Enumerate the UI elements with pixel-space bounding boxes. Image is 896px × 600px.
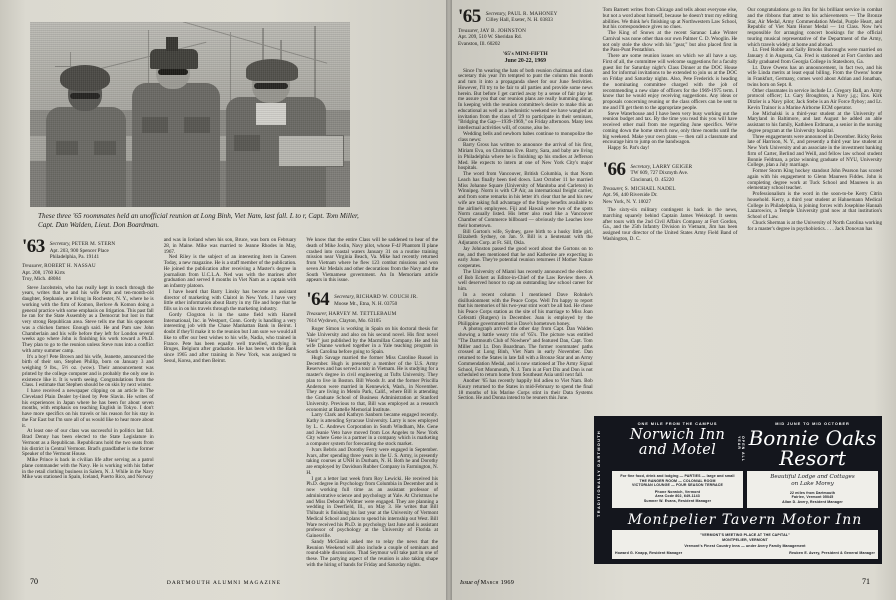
note-paragraph: Another '65 has recently happily bid adieu to Viet Nam. Bob Koury returned to the States in mid-February to spend the final 18 months of his Marine Corps stint in their Data Systems Section. He and Donna intend to be reuners this June.	[458, 378, 593, 402]
note-paragraph: At least one of our class was successful in politics last fall. Brad Denny has been elected to the State Legislature in Vermont as a Republican. Republicans hold the two seats from his district in Central Vermont. Brad's grandfather is the former Speaker of the Vermont House.	[22, 428, 154, 458]
secretary-address-1: Cilley Hall, Exeter, N. H. 03833	[485, 17, 553, 24]
ad-detail-line: VICTORIAN LOUNGE — FOUR SEASON TERRACE	[632, 483, 723, 488]
ad-bonnie-details	[747, 471, 878, 508]
note-paragraph: Ned Riley is the subject of an interesting item in Careers Today, a new magazine. He is a staff member of the publication. He joined the publication after receiving a Master's degree in journalism from U.C.L.A. Ned was with the marines after graduation and served 8 months in Viet Nam as a captain with an infantry platoon.	[163, 254, 297, 290]
ad-detail-italic: Beautiful Lodge and Cottages	[770, 474, 855, 481]
ad-detail-line: MONTPELIER, VERMONT	[722, 537, 768, 542]
note-paragraph: Professionalism is the word in the soon-to-be Kerry Citrin household. Kerry, a third year student at Hahnemann Medical College in Philadelphia, is joining forces with Josephine Hannah Lazarowics, a Temple University grad now at that institution's School of Law.	[747, 191, 883, 220]
ad-detail-line: "VERMONT'S MEETING PLACE AT THE CAPITAL"	[700, 533, 790, 537]
photo-figure	[30, 22, 359, 229]
secretary-label: Secretary,	[49, 241, 71, 248]
ad-title-line-1: Norwich Inn	[629, 427, 726, 444]
secretary-name: RICHARD W. COUCH JR.	[356, 294, 418, 301]
class-header-63	[22, 238, 154, 260]
note-paragraph: I got a letter last week from Roy Lewicki. He received his Ph.D. degree in Psychology from Columbia in December and is now working full time as an assistant professor of administrative science and psychology at Yale. At Christmas he and Miss Deborah Widmer were engaged. They are planning a wedding in Deerfield, Ill., on May 3. He writes that Bill Thibault is finishing his last year at the University of Vermont Medical School and plans to spend his internship out West. Bill Ware received his Ph.D. in psychology last June and is assistant professor of psychology at the University of Florida at Gainesville.	[306, 475, 439, 539]
class-header-65	[458, 8, 593, 25]
class-treasurer-64	[306, 311, 438, 324]
treasurer-address-2: Troy, Mich. 48084	[22, 276, 61, 283]
ad-title-line-2: and Motel	[638, 442, 717, 459]
note-paragraph: Happy St. Pat's day!	[607, 145, 650, 151]
note-paragraph: In a recent column I mentioned Dave Rohnke's disillusionment with the Peace Corps. Well I'm happy to report that his memories of his two-year stint won't be all bad. He chose his Peace Corps station as the site of his marriage to Miss Joan Ceferatti (Rutgers) in December. Joan is employed by the Philippine government but is Dave's hometown honey.	[458, 291, 593, 327]
secretary-address-1: Moose Mt., Etna, N. H. 03750	[334, 300, 398, 307]
reunion-banner-dates: June 20-22, 1969	[504, 57, 547, 64]
page-right	[448, 0, 896, 600]
note-paragraph: Gordy Clogston is in the same field with Harrell International, Inc. in Westport, Conn. Gordy is handling a very interesting job with the Chase Manhattan Bank in Beirut. I doubt if they'll make it to the reunion but I am sure we would all like to offer our best wishes to his wife, Nadia, who trained in France. Pete has been equally well travelled, studying in Bruges, Belgium after graduation. He has been with the Bank since 1965 and after training in New York, was assigned to Seoul, Korea, and then Beirut.	[163, 311, 297, 364]
treasurer-address-1: Apt. 208, 1760 Kirts	[22, 269, 65, 276]
page-number-left: 70	[30, 577, 38, 586]
note-paragraph: It's a boy! Pete Brown and his wife, Jeanette, announced the birth of their son, Stephen Phillip, born on January 3 and weighing 9 lbs., 5½ oz. (wow). Their announcement was printed by the college computer and is probably the only one in existence like it. It is worth seeing. Congratulations from the Class. I estimate that Stephen should be on skis by next winter.	[22, 353, 154, 389]
page-gutter	[446, 0, 452, 600]
column-66	[747, 8, 882, 402]
treasurer-label: Treasurer,	[22, 263, 43, 270]
class-year-64: '64	[306, 289, 330, 311]
ad-detail-line: Allan D. Avery, Resident Manager	[782, 499, 843, 504]
ad-open-all-year: OPEN ALL YEAR	[737, 436, 745, 463]
ad-title-line-2: Resort	[779, 446, 846, 471]
column-63-a	[22, 238, 154, 568]
photo-caption: These three '65 roommates held an unofficial reunion at Long Binh, Viet Nam, last fall. L to r, Capt. Tom Miller, Capt. Dan Walden, Lieut. Don Boardman.	[38, 212, 359, 229]
note-paragraph: and was in Iceland when his son, Bruce, was born on February 28, in Maine. Mike was married to Jeanne Rhodes in May, 1967.	[163, 237, 297, 255]
class-year-65: '65	[458, 6, 481, 27]
note-paragraph: Joe Michalski is a third-year student at the University of Maryland in Baltimore, and last August he added an able assistant to his family, Kathleen Erdmann, a senior in the nursing degree program at the University hospital.	[747, 110, 883, 134]
note-paragraph: Sandy McGinnis asked me to relay the news that the Reunion Weekend will also include a couple of seminars and round-table discussions. Thad Seymour will take part in one of these. The partying aspect of the reunion is also taking shape with the hiring of bands for Friday and Saturday nights.	[306, 538, 439, 568]
note-paragraph: Former Storm King hockey standout John Pearson has scored again with his engagement to Glenn Maureen Fiddes. John is completing degree work at Tuck School and Maureen is an elementary school teacher.	[747, 168, 883, 192]
treasurer-label: Treasurer,	[602, 185, 624, 192]
ad-bonnie-oaks[interactable]	[747, 420, 878, 471]
class-header-66	[602, 158, 738, 183]
ad-detail-line: Sumner W. Evans, Resident Manager	[643, 498, 712, 503]
ad-norwich-inn[interactable]	[598, 420, 743, 468]
page-number-right: 71	[862, 577, 870, 586]
secretary-label: Secretary,	[334, 294, 355, 301]
class-secretary-64	[334, 291, 418, 307]
secretary-name: PETER M. STERN	[71, 241, 116, 248]
note-paragraph: Jay Johnston passed the good word about the Gortons on to me, and then mentioned that he and Katherine are expecting in early June. They're potential reunion returnees if Mother Nature cooperates.	[458, 245, 593, 270]
ad-detail-line: THE RANGER ROOM — COLONIAL ROOM	[639, 478, 716, 483]
ad-detail-line: Vermont's Finest Country Inns — under Avery Family Management	[684, 544, 806, 548]
secretary-address-2: Cincinnati, O. 45220	[630, 176, 674, 183]
note-paragraph: Since I'm wearing the hats of both reunion chairman and class secretary this year I'm tempted to punt the column this month and turn it into a propaganda sheet for our June festivities. However, I'll try to be fair to all parties and provide some news herein. But before I get carried away by a sense of fair play let me assure you that our reunion plans are really humming along. In keeping with the reunion committee's desire to make this an educational as well as a hedonistic weekend we have wangled an invitation from the class of '29 to participate in their seminars, "Bridging the Gap—1939-1969," on Friday afternoon. Many less intellectual activities will, of course, also be.	[458, 67, 593, 132]
note-paragraph: There are some reunion issues on which we all have a say. First of all, the committee will welcome suggestions for a faculty guest list for Saturday night's Class Dinner at the DOC House and for informal invitations to be extended to join us at the DOC on Friday and Saturday nights. Also, Pete Frederick is heading the nominating committee charged with the job of recommending a new slate of officers for the 1969-1975 term. I know that he would enjoy receiving suggestions. Any ideas or proposals concerning reuning or the class officers can be sent to me and I'll get them to the appropriate people.	[602, 53, 738, 111]
ad-detail-line: For fine food, drink and lodging — PARTIES — large and small	[620, 474, 735, 479]
note-paragraph: Other classmates in service include Lt. Gregory Ball, an Army protocol officer; Lt. Gary Broughton, a Navy j.g.; Ens. Kirk Ditzler is a Navy pilot; Jack Stebe is an Air Force flyboy; and Lt. Kevin Trainor is a Marine Airborne ECM operator.	[747, 87, 883, 111]
note-paragraph: I have received a newspaper clipping on an article in The Cleveland Plain Dealer by-lined by Pete Slavin. He writes of his experiences in Japan where he has been for about seven months, with emphasis on teaching English in Tokyo. I don't have more specifics on his travels or his reason for his stay in the Far East but I'm sure all of us would like to hear more about it.	[22, 388, 154, 429]
note-paragraph: Mike Prince is back in civilian life after serving as a patrol plane commander with the Navy. He is working with his father in the retail clothing business in Salem, N. J. While in the Navy Mike was stationed in Spain, Iceland, Puerto Rico, and Norway	[22, 457, 154, 481]
ad-detail-line: Fairlee, Vermont 05045	[791, 495, 834, 499]
note-paragraph: Larry Clark and Kathryn Sanborn became engaged recently. Kathy is attending Syracuse University. Larry is now employed by L. C. Andrews Corporation in South Windham, Me. Gene and Jeanie Veto have moved from Los Angeles to New York City where Gene is a partner in a company which is marketing a computer system for forecasting the stock market.	[306, 412, 439, 447]
note-paragraph: Steve Waterhouse and I have been very busy working out the reunion budget and tax. By the time you read this you will have received other mail from me regarding June specifics. We're coming down the home stretch now, only three months until the big weekend. Make your own plans — then call a classmate and encourage him to jump on the bandwagon.	[602, 110, 738, 146]
treasurer-address-2: Evanston, Ill. 60202	[458, 40, 501, 47]
note-paragraph: Barry Gross has written to announce the arrival of his first, Miriam Eva, on Christmas Eve. Barry, Sara, and baby are living in Philadelphia where he is finishing up his studies at Jefferson Med. He expects to intern at one of New York City's major hospitals.	[458, 142, 593, 172]
ad-title-line-1: Bonnie Oaks	[748, 426, 877, 451]
secretary-address-2: Philadelphia, Pa. 19141	[49, 254, 100, 260]
treasurer-name: JAY B. JOHNSTON	[480, 28, 527, 34]
treasurer-address-1: Apt. 209, 510 W. Sheridan Rd.	[458, 34, 522, 41]
secretary-name: LARRY GEIGER	[652, 163, 693, 170]
note-paragraph: The word from Vancouver, British Columbia, is that Norm Leach has finally been tied down. Last October 11 he married Miss Johanne Square (University of Manitoba and Carleton) in Winnipeg. Norm is with CP Air, an international freight carrier, and from some remarks in his letter it's clear that he and his new wife are taking full advantage of the fringe benefits available to the airline's employees. Fiji and Hawaii were two of the spots Norm casually listed. His letter also read like a Vancouver Chamber of Commerce billboard — obviously the Leaches love their hometown.	[458, 171, 593, 229]
ad-norwich-details	[612, 471, 743, 508]
secretary-address-1: TW 609, 727 Dixmyth Ave.	[630, 170, 689, 177]
secretary-label: Secretary,	[485, 11, 507, 17]
secretary-label: Secretary,	[630, 163, 652, 170]
note-paragraph: Roger Simon is working in Spain on his doctoral thesis for Yale University and also on his second novel. His first novel "Heir" just published by the Macmillan Company. He and his wife Dianne worked together in a Yale teaching program in South Carolina before going to Spain.	[306, 326, 439, 355]
note-paragraph: Our congratulations go to Jim for his brilliant service in combat and the ribbons that attest to his achievements — The Bronze Star, Air Medal, Army Commendation Medal, Purple Heart, and Republic of Viet Nam Honor Medal — 1st Class. Now he's responsible for arranging concert bookings for the official touring musical representative of the Department of the Army, which travels widely at home and abroad.	[747, 7, 883, 48]
magazine-footer: DARTMOUTH ALUMNI MAGAZINE	[166, 580, 282, 586]
ad-montpelier-details	[612, 530, 878, 559]
note-paragraph: Tom Barnett writes from Chicago and tells about everyone else, but not a word about himself, because he doesn't trust my editing abilities. We think he's finishing up at Northwestern Law School, but his correspondence gives no clues.	[602, 7, 738, 31]
ad-kicker: MID JUNE TO MID OCTOBER	[775, 421, 850, 427]
ad-detail-line: Reuben E. Avery, President & General Manager	[789, 550, 875, 555]
note-paragraph: Chuck Sherman is at the University of North Carolina working for a master's degree in psychobiotics. . . . Jack Donovan has	[747, 219, 883, 232]
advertisement-block	[594, 416, 882, 564]
treasurer-name: S. MICHAEL NADEL	[624, 185, 676, 192]
column-65-b	[603, 8, 738, 402]
issue-line	[460, 579, 514, 586]
issue-label: Issue of	[460, 579, 480, 586]
ad-detail-italic: on Lake Morey	[791, 480, 834, 487]
ad-detail-line: Howard G. Knapp, Resident Manager	[615, 550, 683, 555]
note-paragraph: Ivars Bebris and Dorothy Ferry were engaged in September. Ivars, after spending three years in the U. S. Army, is presently taking courses at UNH in Durham, N. H. Both he and Dorothy are employed by Davidson Rubber Company in Farmington, N. H.	[306, 446, 439, 476]
secretary-name: PAUL R. MAHONEY	[507, 11, 558, 17]
note-paragraph: Bill Gorton's wife, Sydney, gave birth to a husky little girl, Elizabeth Sydney, on Jan. 9. Bill is a lieutenant with the Adjutants Corp. at Ft. Sill, Okla.	[458, 228, 593, 247]
class-secretary-65	[486, 8, 558, 24]
note-paragraph: Wedding bells and newborn babes continue to monopolize the class news:	[458, 130, 593, 143]
class-treasurer-66	[603, 186, 738, 205]
reunion-banner-title: '65's MINI-FIFTH	[502, 51, 548, 58]
treasurer-label: Treasurer,	[306, 311, 328, 318]
ad-panel	[594, 416, 882, 564]
ad-detail-line: Phone Norwich, Vermont	[654, 489, 701, 494]
note-paragraph: The University of Miami has recently announced the election of Bob Eckert as Editor-in-Chief of the Law Review there. A well deserved honor to cap an outstanding law school career for him.	[458, 268, 593, 293]
ad-detail-line: 22 miles from Dartmouth	[789, 490, 836, 495]
class-secretary-66	[630, 161, 692, 183]
class-header-64	[306, 289, 438, 311]
issue-date: March 1969	[480, 579, 515, 586]
column-63-b	[164, 238, 297, 568]
note-paragraph: Lt. Dave Owens has an announcement, in fact two, and his wife Linda merits at least equal billing. From the Owens' home in Frankfurt, Germany, comes word about Adrian and Jonathan, twins born on Sept. 8.	[747, 64, 883, 88]
note-paragraph: We know that the entire Class will be saddened to hear of the death of Mike Joslin, Navy pilot, whose F-4J Phantom II plane crashed into coastal waters January 31 on a routine training mission near Virginia Beach, Va. Mike had recently returned from Vietnam where he flew 123 combat missions and won seven Air Medals and other decorations from the Navy and the South Vietnamese government. An In Memoriam article appears in this issue.	[306, 237, 439, 284]
class-treasurer-65	[458, 28, 593, 47]
treasurer-address-2: New York, N. Y. 10027	[602, 198, 652, 205]
note-paragraph: A photograph arrived the other day from Capt. Dan Walden showing a battle weary trio of '65's. The picture was entitled "The Dartmouth Club of Nowhere" and featured Dan, Capt. Tom Miller and Lt. Don Boardman. The former roommates' paths crossed at Long Binh, Viet Nam in early November. Dan returned to the States in late fall with a Bronze Star and an Army Commendation Medal, and is now stationed at The Army Signal School, Fort Monmouth, N. J. Tom is at Fort Dix and Don is not scheduled to return home from Southeast Asia until next fall.	[458, 326, 593, 379]
note-paragraph: The King of Snows at the recent Saranac Lake Winter Carnival was none other than our own Palmer C. D. Wooglin. He not only stole the show with his "gear," but also placed first in the Pass-Punt Pentathlon.	[602, 30, 738, 54]
note-paragraph: I have heard that Barry Linsky has become an assistant director of marketing with Clairol in New York. I have very little other information about Barry in my file and hope that he fills us in on his travels through the marketing industry.	[163, 288, 297, 313]
ad-montpelier-tavern[interactable]	[612, 512, 878, 559]
class-treasurer-63	[22, 263, 154, 282]
column-65-a	[458, 8, 593, 402]
treasurer-label: Treasurer,	[458, 28, 479, 34]
class-year-63: '63	[22, 236, 45, 258]
treasurer-address-1: Apt. 96, 440 Riverside Dr.	[602, 192, 658, 199]
ad-kicker: ONE MILE FROM THE CAMPUS	[637, 421, 718, 427]
treasurer-name: HARVEY M. TETTLEBAUM	[328, 311, 397, 318]
note-paragraph: Three engagements were announced in December. Ricky Reiss late of Harrison, N. Y., and presently a third year law student at New York University and an associate in the investment banking firm of Carter, Berlind and Weill, and fellow law school student Bonnie Feldman, a prize winning graduate of NYU, University College, plan a July marriage.	[747, 133, 883, 169]
ad-title: Montpelier Tavern Motor Inn	[627, 512, 863, 528]
note-paragraph: Lt. Fred Robbe and Sally Brooks Burroughs were married on January 4 in Augusta, Ga. Fred is stationed at Fort Gordon and Sally graduated from Georgia College in Statesboro, Ga.	[747, 47, 883, 65]
right-page-columns	[458, 8, 882, 402]
treasurer-address-1: 7614 Wydown, Clayton, Mo. 63105	[306, 317, 381, 324]
note-paragraph: Steve Jacobstein, who has really kept in touch through the years, writes that he and his wife Pam and ten-month-old daughter, Stephanie, are living in Rochester, N. Y., where he is working with the firm of Komon, Berlove & Komon doing a general practice with some emphasis on litigation. This past fall he ran for the State Assembly as a Democrat but lost in that very strong Republican area. Steve tells me that his opponent was a chicken farmer. Enough said. He and Pam saw John Chamberlain and his wife before they left for London several weeks ago where John is finishing his work toward a Ph.D. They plan to go to the reunion unless Steve runs into a conflict with army summer camp.	[22, 284, 154, 354]
left-page-columns	[22, 238, 438, 568]
secretary-address-1: Apt. 203, 900 Spencer Place	[49, 247, 109, 254]
note-paragraph: The sixty-six military contingent is back in the news, marching squarely behind Captain James Weiskopf. It seems after tours with the 2nd Civil Affairs Company at Fort Gordon, Ga., and the 25th Infantry Division in Vietnam, Jim has been assigned tour director of the United States Army Field Band of Washington, D. C.	[602, 207, 738, 242]
treasurer-name: ROBERT H. NASSAU	[44, 263, 96, 270]
class-year-66: '66	[602, 158, 626, 180]
reunion-photograph	[30, 22, 350, 207]
ad-vertical-tagline: TRADITIONALLY DARTMOUTH	[596, 430, 601, 518]
column-64	[306, 238, 438, 568]
class-secretary-63	[50, 238, 116, 260]
ad-detail-line: Area Code 802, 649-1143	[655, 494, 700, 499]
note-paragraph: Hugh Savage married the former Miss Caroline Russel in December. Hugh is presently a member of the U.S. Army Reserves and has served a tour in Vietnam. He is studying for a master's degree in civil engineering at Tufts University. They plan to live in Boston. Bill Woods Jr. and the former Priscilla Anderson were married in Kennewick, Wash., in November. They are living in Menlo Park, Calif., where Bill is attending the Graduate School of Business Administration at Stanford University. Previous to that, Bill was employed as a research economist at Battelle Memorial Institute.	[306, 354, 439, 413]
